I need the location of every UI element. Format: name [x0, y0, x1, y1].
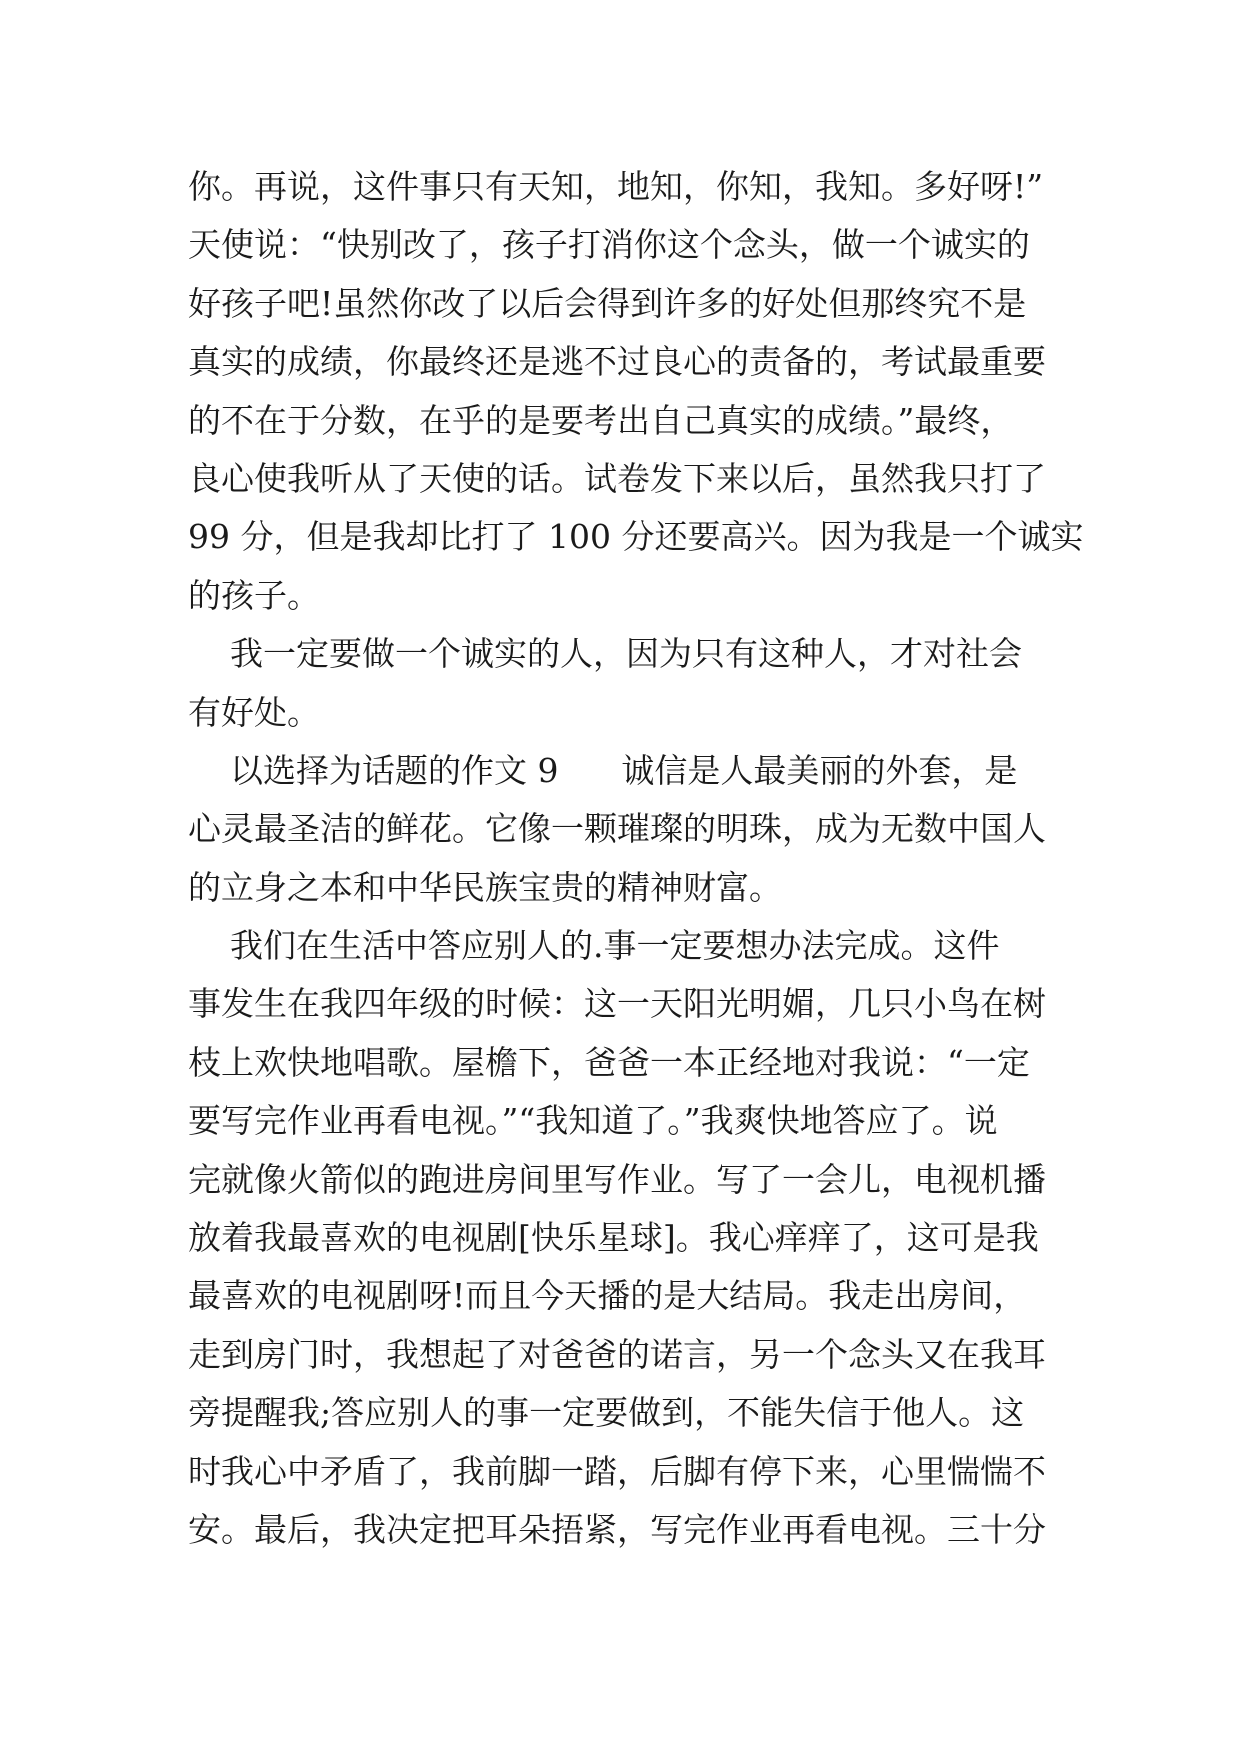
text-line: 安。最后，我决定把耳朵捂紧，写完作业再看电视。三十分 [188, 1509, 1046, 1549]
text-line: 时我心中矛盾了，我前脚一踏，后脚有停下来，心里惴惴不 [188, 1451, 1046, 1491]
text-line: 心灵最圣洁的鲜花。它像一颗璀璨的明珠，成为无数中国人 [188, 809, 1046, 849]
text-line: 99 分，但是我却比打了 100 分还要高兴。因为我是一个诚实 [188, 517, 1084, 557]
text-line: 天使说：“快别改了，孩子打消你这个念头，做一个诚实的 [188, 225, 1030, 265]
text-line: 我一定要做一个诚实的人，因为只有这种人，才对社会 [188, 634, 1022, 674]
text-line: 有好处。 [188, 692, 320, 732]
text-line: 良心使我听从了天使的话。试卷发下来以后，虽然我只打了 [188, 458, 1046, 498]
text-line: 你。再说，这件事只有天知，地知，你知，我知。多好呀!” [188, 167, 1044, 206]
text-line: 我们在生活中答应别人的.事一定要想办法完成。这件 [188, 926, 1000, 966]
body-text [188, 158, 1084, 1559]
text-line: 放着我最喜欢的电视剧[快乐星球]。我心痒痒了，这可是我 [188, 1218, 1039, 1258]
text-line: 的立身之本和中华民族宝贵的精神财富。 [188, 867, 782, 907]
text-line: 事发生在我四年级的时候：这一天阳光明媚，几只小鸟在树 [188, 984, 1046, 1024]
text-line: 真实的成绩，你最终还是逃不过良心的责备的，考试最重要 [188, 342, 1046, 382]
text-line: 的不在于分数，在乎的是要考出自己真实的成绩。”最终， [188, 400, 1014, 440]
text-line: 最喜欢的电视剧呀!而且今天播的是大结局。我走出房间， [188, 1276, 1027, 1316]
text-line: 走到房门时，我想起了对爸爸的诺言，另一个念头又在我耳 [188, 1334, 1046, 1374]
text-line: 好孩子吧!虽然你改了以后会得到许多的好处但那终究不是 [188, 283, 1027, 323]
text-line: 枝上欢快地唱歌。屋檐下，爸爸一本正经地对我说：“一定 [188, 1042, 1030, 1082]
text-line: 完就像火箭似的跑进房间里写作业。写了一会儿，电视机播 [188, 1159, 1046, 1199]
text-line: 旁提醒我;答应别人的事一定要做到，不能失信于他人。这 [188, 1393, 1025, 1433]
text-line: 要写完作业再看电视。”“我知道了。”我爽快地答应了。说 [188, 1101, 998, 1141]
text-line: 的孩子。 [188, 575, 320, 615]
text-line: 以选择为话题的作文 9 诚信是人最美丽的外套，是 [188, 750, 1018, 790]
